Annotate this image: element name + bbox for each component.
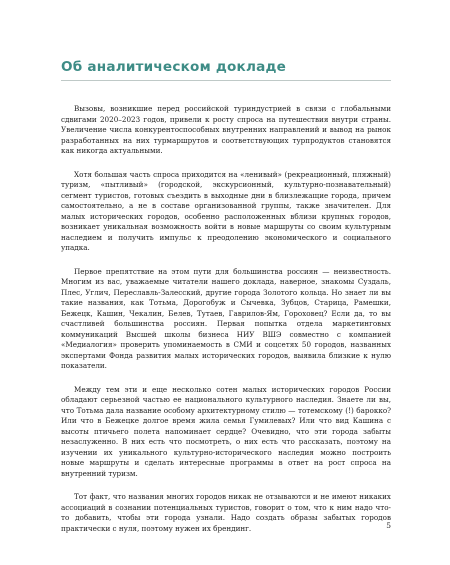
paragraph-3: Первое препятствие на этом пути для большинства россиян — неизвестность. Многим из вас, уважаемые читатели нашего доклада, наверное, знакомы Суздаль, Плес, Углич, Переславль-Залесский, другие города Золотого кольца. Но знает ли вы такие названия, как Тотьма, Дорогобуж и Сычевка, Зубцов, Старица, Рамешки, Бежецк, Кашин, Чекалин, Белев, Тутаев, Гаврилов-Ям, Гороховец? Если да, то вы счастливей большинства россиян. Первая попытка отдела маркетинговых коммуникаций Высшей школы бизнеса НИУ ВШЭ совместно с компанией «Медиалогия» проверить упоминаемость в СМИ и соцсетях 50 городов, названных экспертами Фонда развития малых исторических городов, выявила близкие к нулю показатели. (61, 266, 391, 370)
section-heading: Об аналитическом докладе (61, 59, 287, 75)
page-number: 5 (386, 521, 391, 530)
paragraph-1: Вызовы, возникшие перед российской туриндустрией в связи с глобальными сдвигами 2020–2023 годов, привели к росту спроса на путешествия внутри страны. Увеличение числа конкурентоспособных внутренних направлений и вывод на рынок разработанных на них турмаршрутов и соответствующих турпродуктов становятся как никогда актуальными. (61, 104, 391, 155)
body-text (61, 104, 391, 547)
paragraph-4: Между тем эти и еще несколько сотен малых исторических городов России обладают серьезной частью ее национального культурного наследия. Знаете ли вы, что Тотьма дала название особому архитектурному стилю — тотемскому (!) барокко? Или что в Бежецке долгое время жила семья Гумилевых? Или что вид Кашина с высоты птичьего полета напоминает сердце? Очевидно, что эти города забыты незаслуженно. В них есть что посмотреть, о них есть что рассказать, поэтому на изучении их уникального культурно-исторического наследия можно построить новые маршруты и сделать интересные программы в ответ на рост спроса на внутренний туризм. (61, 384, 391, 478)
paragraph-5: Тот факт, что названия многих городов никак не отзываются и не имеют никаких ассоциаций в сознании потенциальных туристов, говорит о том, что к ним надо что-то добавить, чтобы эти города узнали. Надо создать образы забытых городов практически с нуля, поэтому нужен их брендинг. (61, 492, 391, 533)
heading-underline (61, 80, 391, 81)
paragraph-2: Хотя большая часть спроса приходится на «ленивый» (рекреационный, пляжный) туризм, «пытливый» (городской, экскурсионный, культурно-познавательный) сегмент туристов, готовых съездить в выходные дни в близлежащие города, причем самостоятельно, а не в составе организованной группы, также значителен. Для малых исторических городов, особенно расположенных вблизи крупных городов, возникает уникальная возможность войти в новые маршруты со своим культурным наследием и получить импульс к преодолению экономического и социального упадка. (61, 169, 391, 252)
